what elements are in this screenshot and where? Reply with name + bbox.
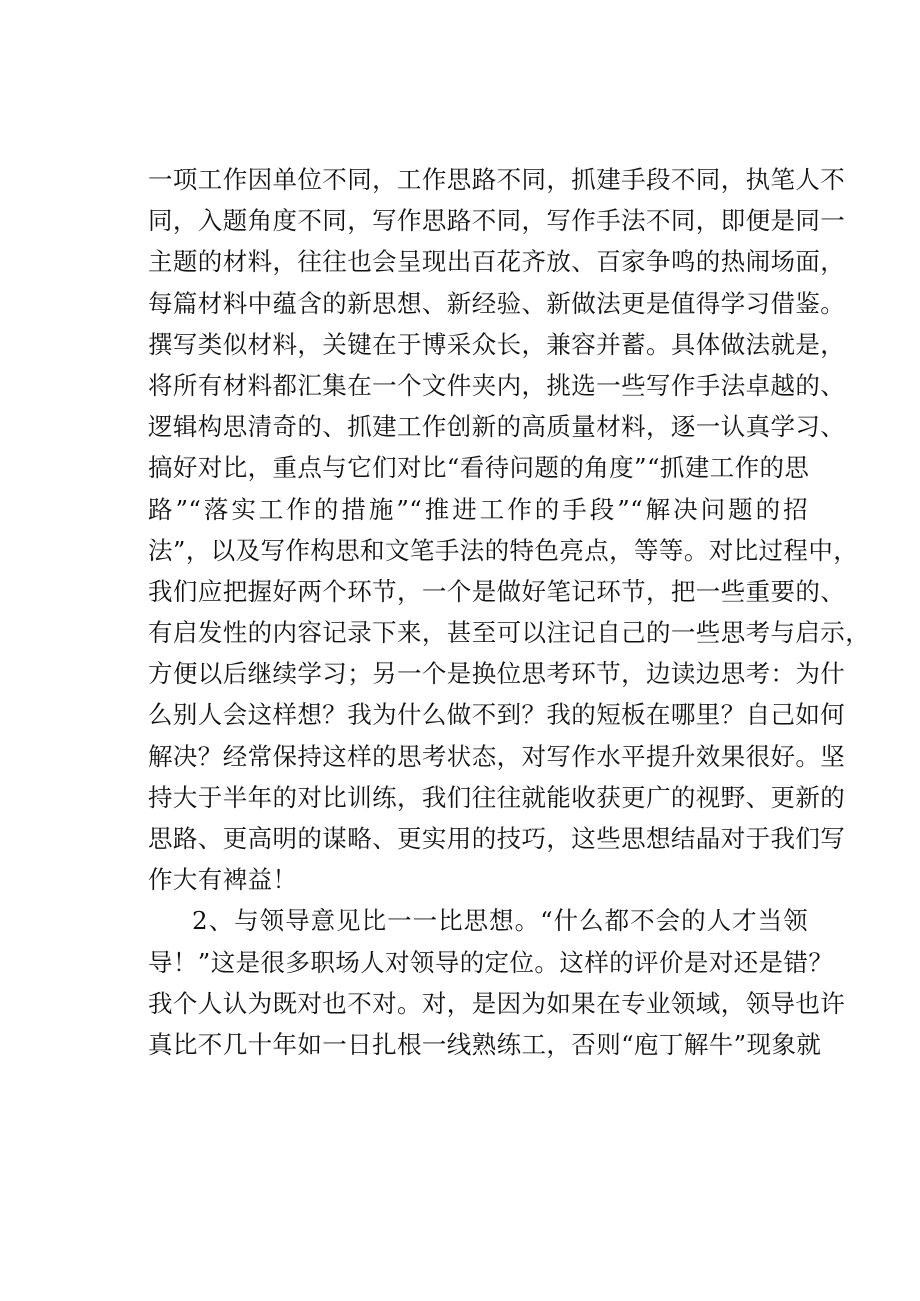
text-line-15: 解决？经常保持这样的思考状态，对写作水平提升效果很好。坚 bbox=[148, 741, 846, 771]
text-line-9: 路”“落实工作的措施”“推进工作的手段”“解决问题的招 bbox=[148, 494, 808, 524]
text-line-12: 有启发性的内容记录下来，甚至可以注记自己的一些思考与启示， bbox=[148, 618, 871, 648]
text-line-13: 方便以后继续学习；另一个是换位思考环节，边读边思考：为什 bbox=[148, 659, 846, 689]
text-line-6: 将所有材料都汇集在一个文件夹内，挑选一些写作手法卓越的、 bbox=[148, 370, 846, 400]
text-line-10: 法”，以及写作构思和文笔手法的特色亮点，等等。对比过程中， bbox=[148, 535, 859, 565]
text-line-20: 导！”这是很多职场人对领导的定位。这样的评价是对还是错？ bbox=[148, 947, 834, 977]
text-line-7: 逻辑构思清奇的、抓建工作创新的高质量材料，逐一认真学习、 bbox=[148, 412, 846, 442]
text-line-4: 每篇材料中蕴含的新思想、新经验、新做法更是值得学习借鉴。 bbox=[148, 288, 846, 318]
text-line-18: 作大有裨益！ bbox=[148, 865, 298, 895]
text-line-3: 主题的材料，往往也会呈现出百花齐放、百家争鸣的热闹场面， bbox=[148, 247, 846, 277]
text-line-1: 一项工作因单位不同，工作思路不同，抓建手段不同，执笔人不 bbox=[148, 165, 846, 194]
text-line-22: 真比不几十年如一日扎根一线熟练工，否则“庖丁解牛”现象就 bbox=[148, 1029, 822, 1059]
section-heading-line: 2、与领导意见比一一比思想。“什么都不会的人才当领 bbox=[192, 906, 808, 936]
text-line-16: 持大于半年的对比训练，我们往往就能收获更广的视野、更新的 bbox=[148, 782, 846, 812]
text-line-5: 撰写类似材料，关键在于博采众长，兼容并蓄。具体做法就是， bbox=[148, 329, 846, 359]
text-line-2: 同，入题角度不同，写作思路不同，写作手法不同，即便是同一 bbox=[148, 206, 846, 236]
text-line-8: 搞好对比，重点与它们对比“看待问题的角度”“抓建工作的思 bbox=[148, 453, 810, 483]
text-line-14: 么别人会这样想？我为什么做不到？我的短板在哪里？自己如何 bbox=[148, 700, 846, 730]
text-line-17: 思路、更高明的谋略、更实用的技巧，这些思想结晶对于我们写 bbox=[148, 824, 846, 853]
body-text bbox=[148, 159, 871, 1065]
text-line-11: 我们应把握好两个环节，一个是做好笔记环节，把一些重要的、 bbox=[148, 576, 846, 606]
text-line-21: 我个人认为既对也不对。对，是因为如果在专业领域，领导也许 bbox=[148, 988, 846, 1018]
